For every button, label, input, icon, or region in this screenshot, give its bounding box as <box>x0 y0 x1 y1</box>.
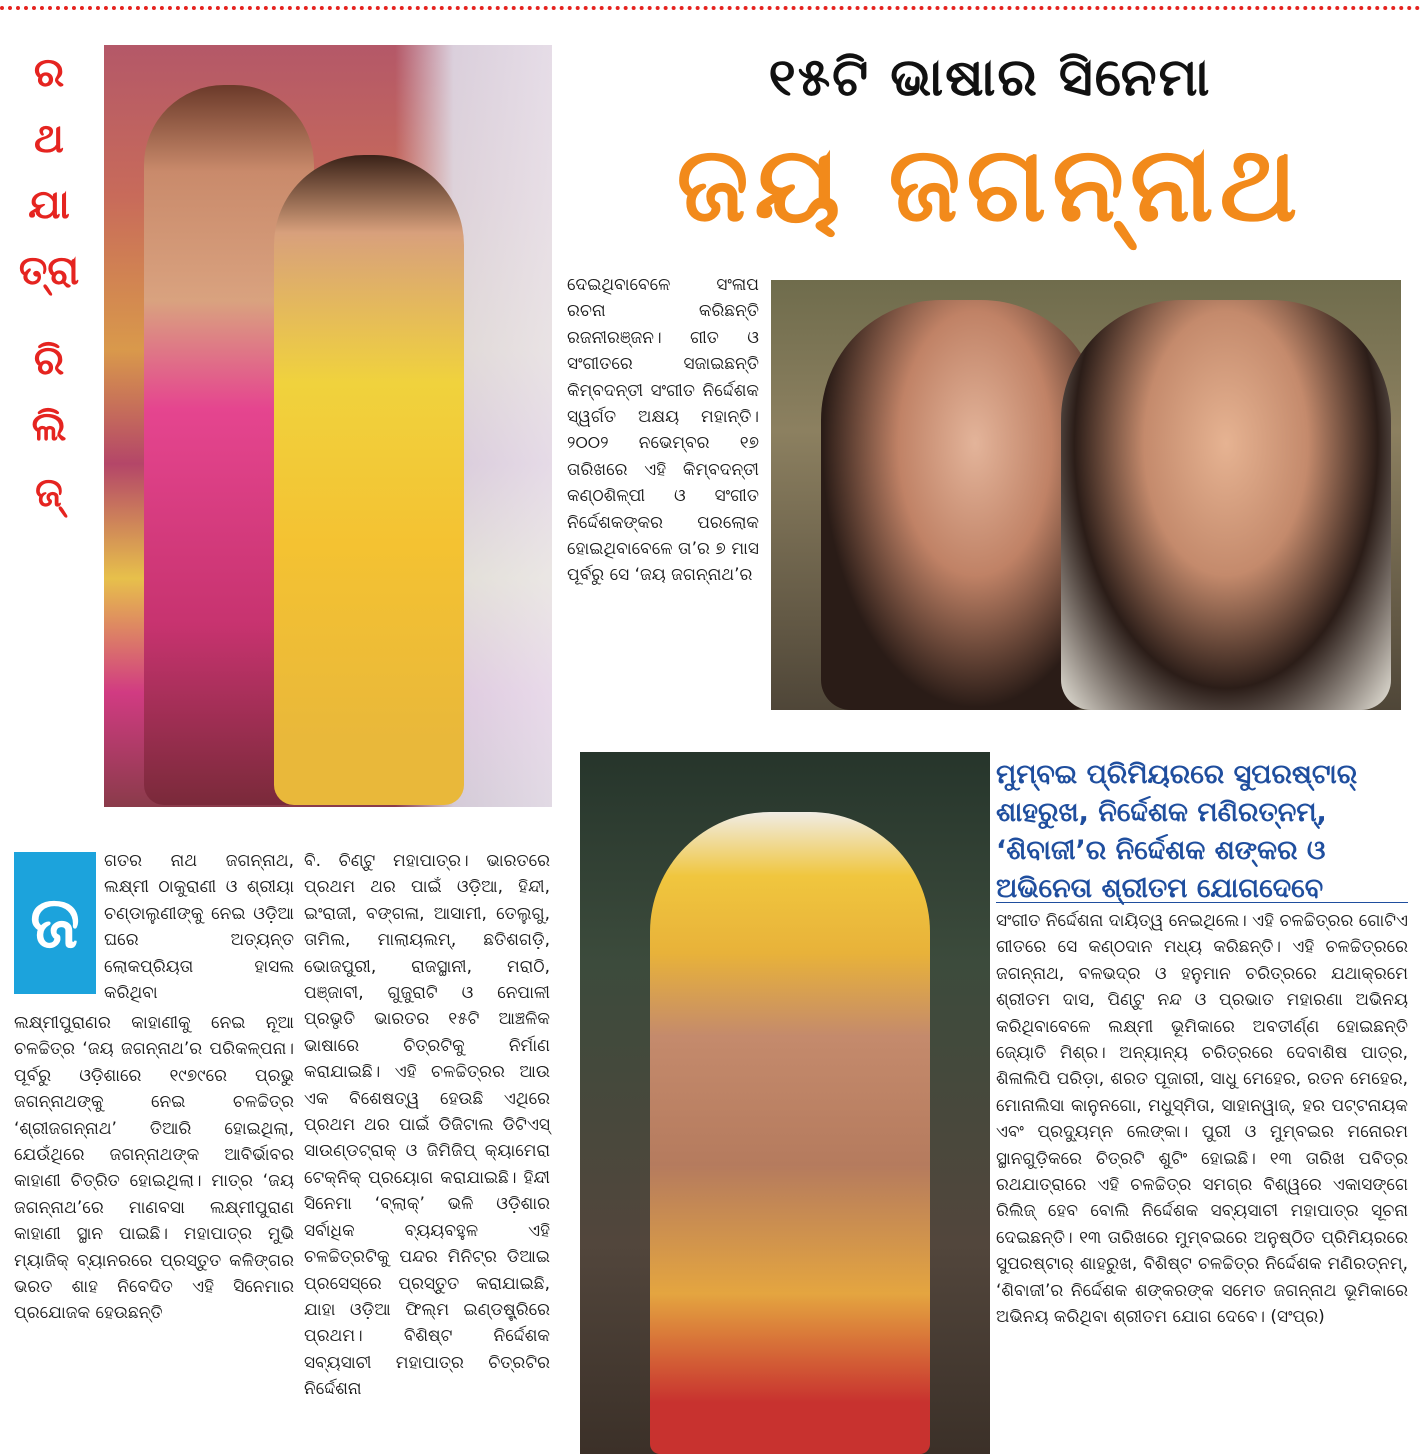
top-dotted-rule <box>0 6 1421 10</box>
subheadline: ମୁମ୍ବଇ ପ୍ରିମିୟରରେ ସୁପରଷ୍ଟାର୍ ଶାହରୁଖ, ନିର୍ଦ୍ଦେଶକ ମଣିରତ୍ନମ୍, ‘ଶିବାଜୀ’ର ନିର୍ଦ୍ଦେଶକ ଶଙ୍କର ଓ ଅଭିନେତା ଶ୍ରୀତମ ଯୋଗଦେବେ <box>996 759 1358 904</box>
headline-kicker: ୧୫ଟି ଭାଷାର ସିନେମା <box>768 48 1212 108</box>
article-column-b: ବି. ଚିଣ୍ଟୁ ମହାପାତ୍ର। ଭାରତରେ ପ୍ରଥମ ଥର ପାଇଁ ଓଡ଼ିଆ, ହିନ୍ଦୀ, ଇଂରାଜୀ, ବଙ୍ଗଳା, ଆସାମୀ, ତେଲୁଗୁ, ତାମିଲ, ମାଲାୟଲମ୍, ଛତିଶଗଡ଼ି, ଭୋଜପୁରୀ, ରାଜସ୍ଥାନୀ, ମରାଠି, ପଞ୍ଜାବୀ, ଗୁଜୁରାଟି ଓ ନେପାଳୀ ପ୍ରଭୃତି ଭାରତର ୧୫ଟି ଆଞ୍ଚଳିକ ଭାଷାରେ ଚିତ୍ରଟିକୁ ନିର୍ମାଣ କରାଯାଇଛି। ଏହି ଚଳଚ୍ଚିତ୍ରର ଆଉ ଏକ ବିଶେଷତ୍ୱ ହେଉଛି ଏଥିରେ ପ୍ରଥମ ଥର ପାଇଁ ଡିଜିଟାଲ ଡିଟିଏସ୍ ସାଉଣ୍ଡଟ୍ରାକ୍ ଓ ଜିମିଜିପ୍ କ୍ୟାମେରା ଟେକ୍ନିକ୍ ପ୍ରୟୋଗ କରାଯାଇଛି। ହିନ୍ଦୀ ସିନେମା ‘ବ୍ଲାକ୍’ ଭଳି ଓଡ଼ିଶାର ସର୍ବାଧିକ ବ୍ୟୟବହୁଳ ଏହି ଚଳଚ୍ଚିତ୍ରଟିକୁ ପନ୍ଦର ମିନିଟ୍ର ଡିଆଇ ପ୍ରସେସ୍ରେ ପ୍ରସ୍ତୁତ କରାଯାଇଛି, ଯାହା ଓଡ଼ିଆ ଫିଲ୍ମ ଇଣ୍ଡଷ୍ଟ୍ରିରେ ପ୍ରଥମ। ବିଶିଷ୍ଟ ନିର୍ଦ୍ଦେଶକ ସବ୍ୟସାଚୀ ମହାପାତ୍ର ଚିତ୍ରଟିର ନିର୍ଦ୍ଦେଶନା <box>304 851 550 1400</box>
article-column-c: ସଂଗୀତ ନିର୍ଦ୍ଦେଶନା ଦାୟିତ୍ୱ ନେଇଥିଲେ। ଏହି ଚଳଚ୍ଚିତ୍ରର ଗୋଟିଏ ଗୀତରେ ସେ କଣ୍ଠଦାନ ମଧ୍ୟ କରିଛନ୍ତି। ଏହି ଚଳଚ୍ଚିତ୍ରରେ ଜଗନ୍ନାଥ, ବଳଭଦ୍ର ଓ ହନୁମାନ ଚରିତ୍ରରେ ଯଥାକ୍ରମେ ଶ୍ରୀତମ ଦାସ, ପିଣ୍ଟୁ ନନ୍ଦ ଓ ପ୍ରଭାତ ମହାରଣା ଅଭିନୟ କରିଥିବାବେଳେ ଲକ୍ଷ୍ମୀ ଭୂମିକାରେ ଅବତୀର୍ଣ୍ଣ ହୋଇଛନ୍ତି ଜ୍ୟୋତି ମିଶ୍ର। ଅନ୍ୟାନ୍ୟ ଚରିତ୍ରରେ ଦେବାଶିଷ ପାତ୍ର, ଶିଳାଲିପି ପରିଡ଼ା, ଶରତ ପୂଜାରୀ, ସାଧୁ ମେହେର, ରତନ ମେହେର, ମୋନାଲିସା କାନୁନଗୋ, ମଧୁସ୍ମିତା, ସାହାନୱାଜ୍, ହର ପଟ୍ଟନାୟକ ଏବଂ ପ୍ରଦ୍ୟୁମ୍ନ ଲେଙ୍କା। ପୁରୀ ଓ ମୁମ୍ବଇର ମନୋରମ ସ୍ଥାନଗୁଡ଼ିକରେ ଚିତ୍ରଟି ଶୁଟିଂ ହୋଇଛି। ୧୩ ତାରିଖ ପବିତ୍ର ରଥଯାତ୍ରାରେ ଏହି ଚଳଚ୍ଚିତ୍ର ସମଗ୍ର ବିଶ୍ୱରେ ଏକାସଙ୍ଗେ ରିଲିଜ୍ ହେବ ବୋଲି ନିର୍ଦ୍ଦେଶକ ସବ୍ୟସାଚୀ ମହାପାତ୍ର ସୂଚନା ଦେଇଛନ୍ତି। ୧୩ ତାରିଖରେ ମୁମ୍ବଇରେ ଅନୁଷ୍ଠିତ ପ୍ରିମିୟରରେ ସୁପରଷ୍ଟାର୍ ଶାହରୁଖ, ବିଶିଷ୍ଟ ଚଳଚ୍ଚିତ୍ର ନିର୍ଦ୍ଦେଶକ ମଣିରତ୍ନମ୍, ‘ଶିବାଜୀ’ର ନିର୍ଦ୍ଦେଶକ ଶଙ୍କରଙ୍କ ସମେତ ଜଗନ୍ନାଥ ଭୂମିକାରେ ଅଭିନୟ କରିଥିବା ଶ୍ରୀତମ ଯୋଗ ଦେବେ। (ସଂପ୍ର) <box>996 911 1408 1328</box>
side-title-char: ଜ୍ <box>35 470 63 516</box>
side-title-char: ର <box>33 50 65 96</box>
side-title-char: ତ୍ରା <box>18 248 80 294</box>
photo-figure-hanuman <box>650 812 930 1454</box>
dropcap: ଜ <box>14 852 96 994</box>
photo-two-actors <box>771 280 1401 710</box>
photo-figure-right <box>1061 300 1391 710</box>
side-title-char: ଯା <box>28 182 70 228</box>
side-title-char: ରି <box>33 338 65 384</box>
article-column-a: ଲକ୍ଷ୍ମୀପୁରାଣର କାହାଣୀକୁ ନେଇ ନୂଆ ଚଳଚ୍ଚିତ୍ର ‘ଜୟ ଜଗନ୍ନାଥ’ର ପରିକଳ୍ପନା। ପୂର୍ବରୁ ଓଡ଼ିଶାରେ ୧୯୭୯ରେ ପ୍ରଭୁ ଜଗନ୍ନାଥଙ୍କୁ ନେଇ ଚଳଚ୍ଚିତ୍ର ‘ଶ୍ରୀଜଗନ୍ନାଥ’ ତିଆରି ହୋଇଥିଲା, ଯେଉଁଥିରେ ଜଗନ୍ନାଥଙ୍କ ଆବିର୍ଭାବର କାହାଣୀ ଚିତ୍ରିତ ହୋଇଥିଲା। ମାତ୍ର ‘ଜୟ ଜଗନ୍ନାଥ’ରେ ମାଣବସା ଲକ୍ଷ୍ମୀପୁରାଣ କାହାଣୀ ସ୍ଥାନ ପାଇଛି। ମହାପାତ୍ର ମୁଭି ମ୍ୟାଜିକ୍ ବ୍ୟାନରରେ ପ୍ରସ୍ତୁତ କଳିଙ୍ଗର ଭରତ ଶାହ ନିବେଦିତ ଏହି ସିନେମାର ପ୍ରଯୋଜକ ହେଉଛନ୍ତି <box>14 1013 294 1324</box>
side-title-char: ଲି <box>31 404 67 450</box>
article-column-top: ଦେଇଥିବାବେଳେ ସଂଳାପ ରଚନା କରିଛନ୍ତି ରଜନୀରଞ୍ଜନ। ଗୀତ ଓ ସଂଗୀତରେ ସଜାଇଛନ୍ତି କିମ୍ବଦନ୍ତୀ ସଂଗୀତ ନିର୍ଦ୍ଦେଶକ ସ୍ୱର୍ଗତ ଅକ୍ଷୟ ମହାନ୍ତି। ୨୦୦୨ ନଭେମ୍ବର ୧୭ ତାରିଖରେ ଏହି କିମ୍ବଦନ୍ତୀ କଣ୍ଠଶିଳ୍ପୀ ଓ ସଂଗୀତ ନିର୍ଦ୍ଦେଶକଙ୍କର ପରଲୋକ ହୋଇଥିବାବେଳେ ତା’ର ୭ ମାସ ପୂର୍ବରୁ ସେ ‘ଜୟ ଜଗନ୍ନାଥ’ର <box>567 275 759 586</box>
photo-hanuman <box>580 752 990 1454</box>
article-column-a-intro: ଗତର ନାଥ ଜଗନ୍ନାଥ, ଲକ୍ଷ୍ମୀ ଠାକୁରାଣୀ ଓ ଶ୍ରୀୟା ଚଣ୍ଡାଲୁଣୀଙ୍କୁ ନେଇ ଓଡ଼ିଆ ଘରେ ଅତ୍ୟନ୍ତ ଲୋକପ୍ରିୟତା ହାସଲ କରିଥିବା <box>104 851 294 1004</box>
headline-title: ଜୟ ଜଗନ୍ନାଥ <box>676 123 1304 245</box>
photo-figure-actress <box>274 155 464 805</box>
subheadline-rule <box>996 902 1408 903</box>
photo-figure-left <box>821 300 1101 710</box>
side-title-rathayatra-release <box>18 40 80 526</box>
photo-couple-embrace <box>104 45 552 807</box>
side-title-char: ଥ <box>34 116 64 162</box>
